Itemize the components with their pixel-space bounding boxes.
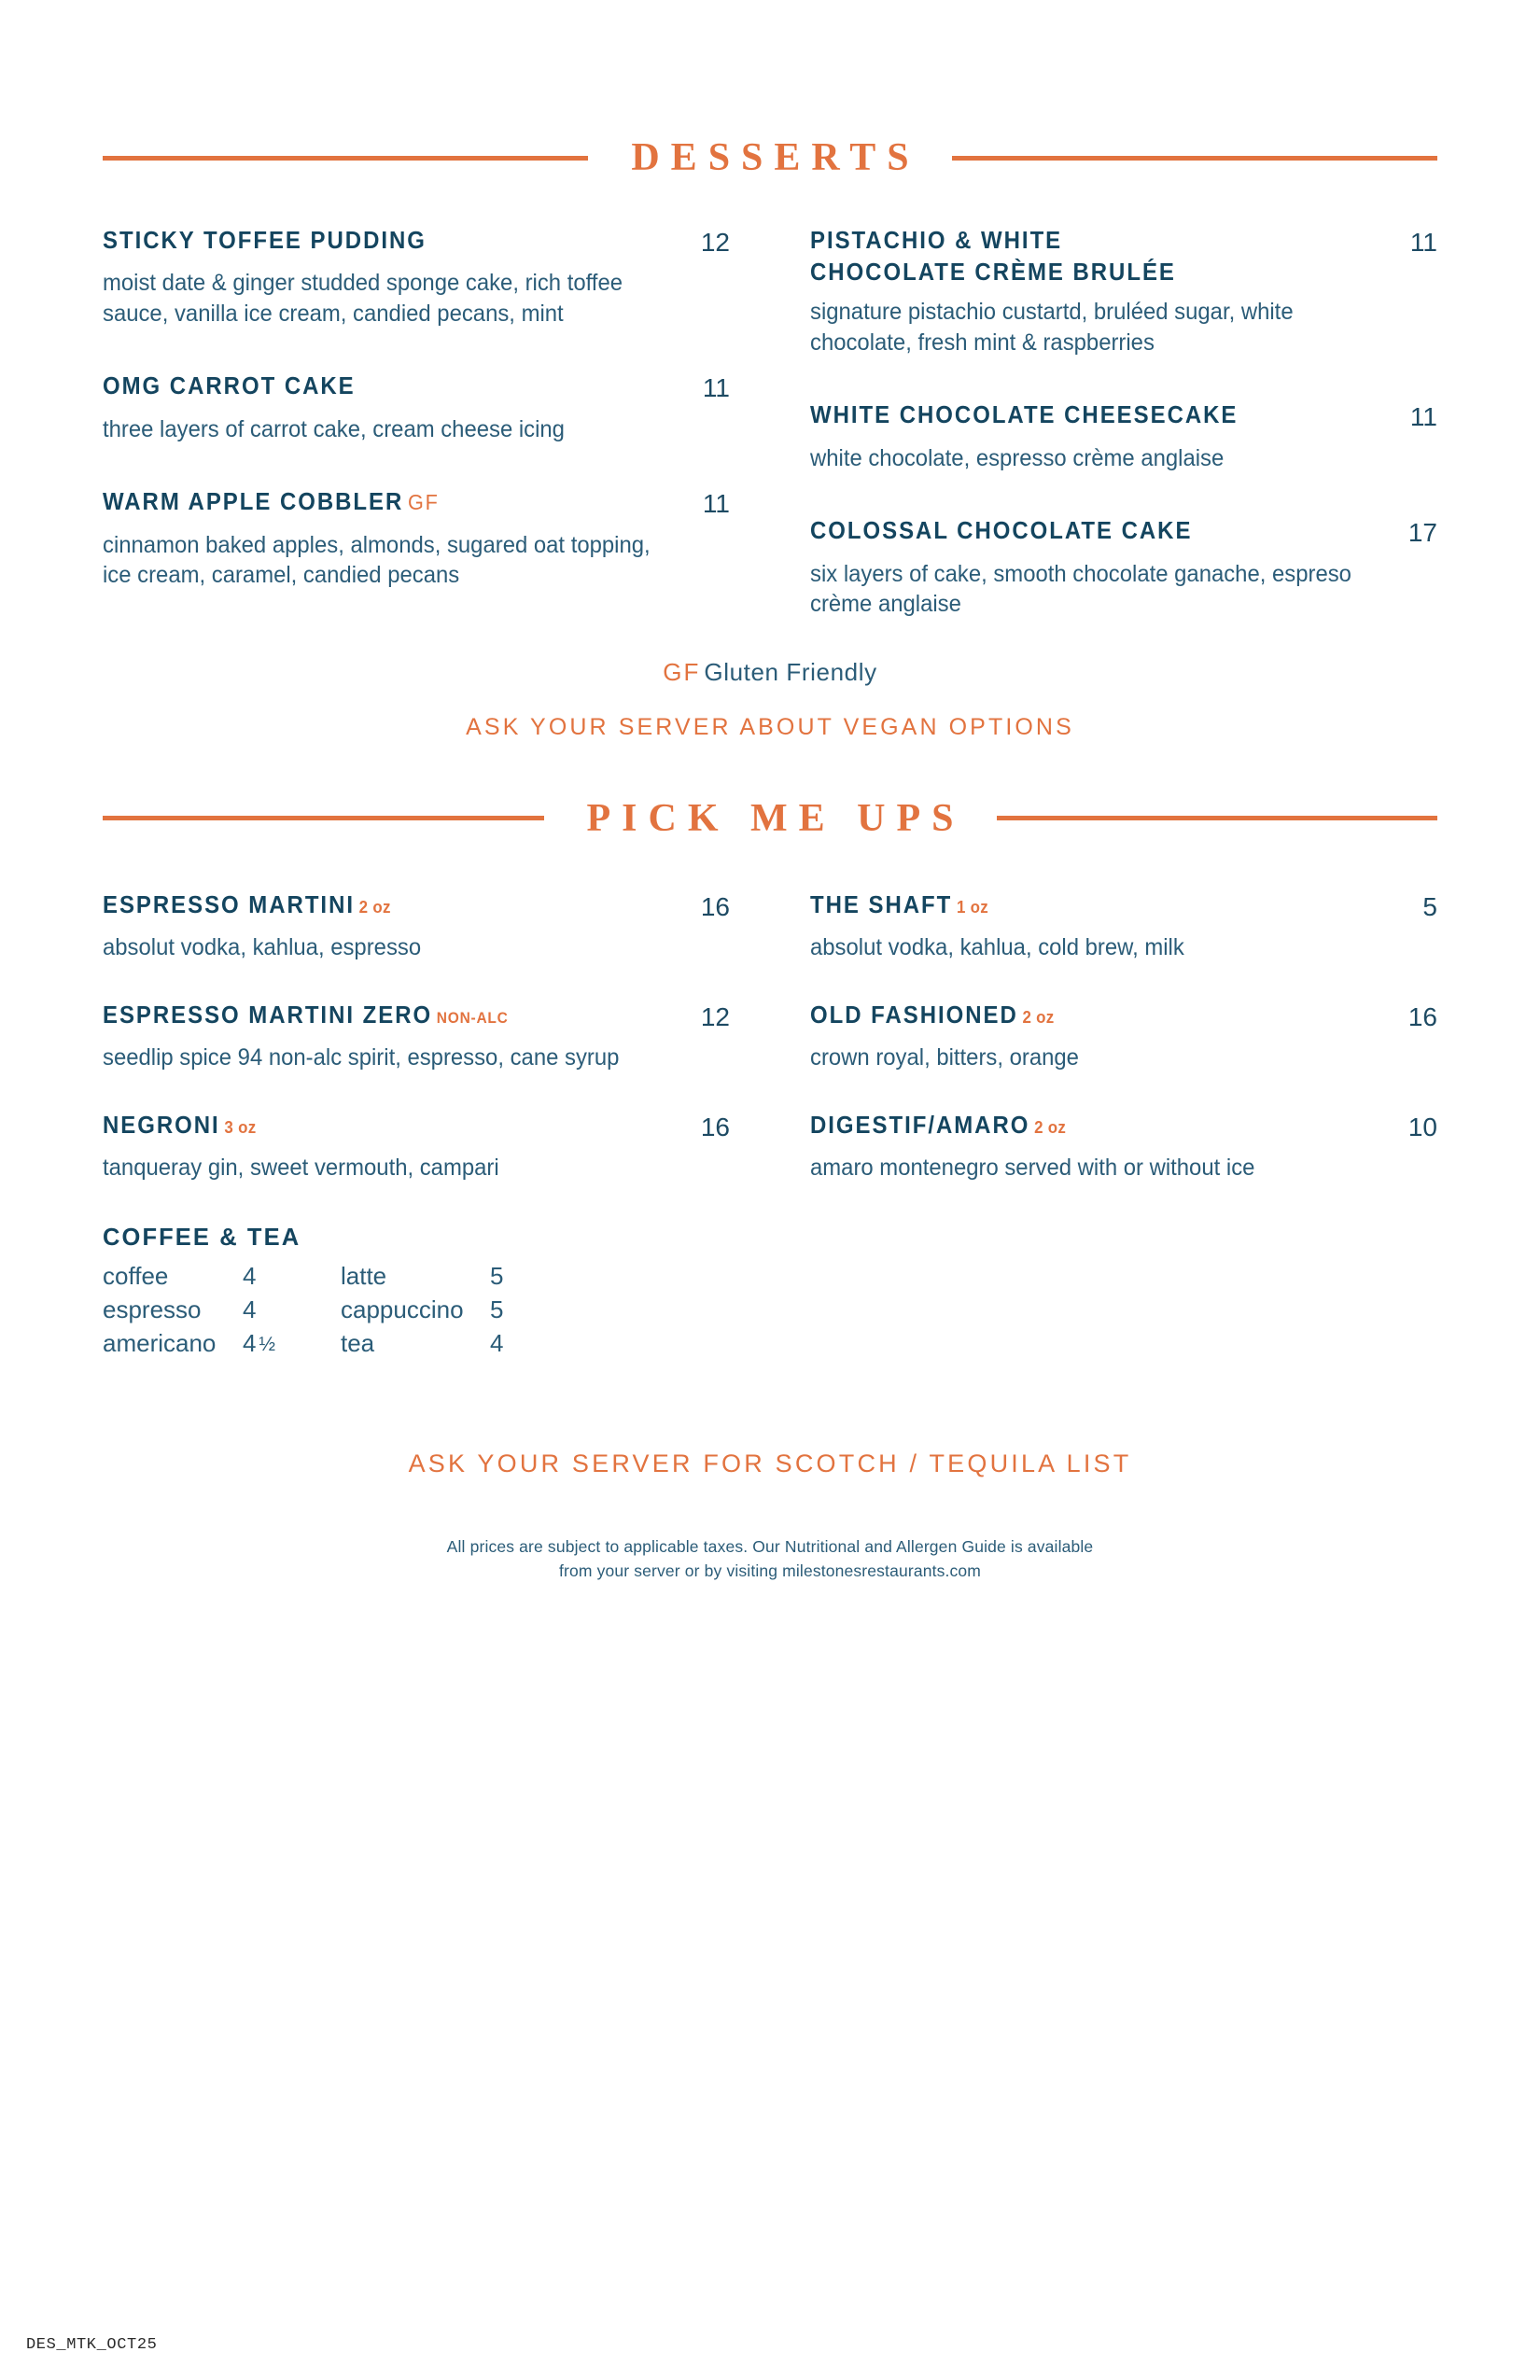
menu-item-name: ESPRESSO MARTINI ZERO NON-ALC <box>103 1001 509 1029</box>
menu-item-name: STICKY TOFFEE PUDDING <box>103 228 427 254</box>
coffee-tea-block <box>103 1225 730 1358</box>
menu-item-description: white chocolate, espresso crème anglaise <box>810 444 1225 471</box>
menu-item-name: DIGESTIF/AMARO 2 oz <box>810 1112 1067 1139</box>
coffee-tea-item-name: tea <box>341 1328 375 1357</box>
coffee-tea-item-price: 4 <box>243 1261 257 1290</box>
desserts-column-right <box>810 226 1437 623</box>
menu-item-description: six layers of cake, smooth chocolate ganache, espreso crème anglaise <box>810 560 1351 618</box>
menu-item-description: absolut vodka, kahlua, espresso <box>103 934 422 961</box>
menu-item-description: three layers of carrot cake, cream cheese icing <box>103 415 565 442</box>
menu-item-price: 12 <box>700 228 730 257</box>
menu-item-price: 11 <box>702 489 730 519</box>
menu-item-header <box>103 226 730 259</box>
menu-item-price: 11 <box>702 373 730 403</box>
menu-item-header <box>103 890 730 924</box>
menu-item-header <box>810 400 1437 434</box>
header-rule-left <box>103 156 588 161</box>
non-alcoholic-tag: NON-ALC <box>436 1009 509 1027</box>
menu-item-name: OLD FASHIONED 2 oz <box>810 1001 1055 1029</box>
menu-item-description: tanqueray gin, sweet vermouth, campari <box>103 1155 499 1182</box>
header-rule-right <box>997 816 1438 820</box>
menu-item-price: 16 <box>700 891 730 921</box>
gf-legend-label: Gluten Friendly <box>704 657 877 686</box>
menu-item-name: ESPRESSO MARTINI 2 oz <box>103 891 391 918</box>
menu-item-header <box>810 890 1437 924</box>
vegan-options-note: ASK YOUR SERVER ABOUT VEGAN OPTIONS <box>466 714 1074 741</box>
header-rule-left <box>103 816 544 820</box>
menu-item[interactable] <box>810 1111 1437 1183</box>
menu-item-name: WHITE CHOCOLATE CHEESECAKE <box>810 402 1239 429</box>
menu-item-header <box>103 1001 730 1034</box>
menu-item-header <box>103 487 730 521</box>
menu-item-header <box>103 371 730 405</box>
menu-item-price: 16 <box>700 1112 730 1141</box>
coffee-tea-table <box>103 1262 663 1358</box>
header-rule-right <box>952 156 1437 161</box>
menu-item[interactable] <box>103 1111 730 1183</box>
menu-item-header <box>810 226 1437 288</box>
coffee-tea-item-price: 4 <box>490 1328 504 1357</box>
menu-item[interactable] <box>810 516 1437 619</box>
menu-item-price: 17 <box>1407 518 1437 548</box>
menu-item[interactable] <box>810 400 1437 473</box>
menu-item-header <box>810 1111 1437 1144</box>
gluten-friendly-legend <box>103 657 1437 689</box>
menu-item-price: 11 <box>1409 402 1437 432</box>
menu-item[interactable] <box>810 226 1437 357</box>
disclaimer-line-1: All prices are subject to applicable taxes. Our Nutritional and Allergen Guide is available <box>446 1536 1094 1556</box>
menu-item-description: absolut vodka, kahlua, cold brew, milk <box>810 934 1184 961</box>
menu-item-header <box>103 1111 730 1144</box>
pour-size-tag: 1 oz <box>956 897 989 917</box>
menu-item-name: WARM APPLE COBBLER GF <box>103 489 440 516</box>
desserts-column-left <box>103 226 730 623</box>
document-code: DES_MTK_OCT25 <box>26 2336 158 2354</box>
menu-item-price: 16 <box>1407 1001 1437 1031</box>
menu-item-name: COLOSSAL CHOCOLATE CAKE <box>810 518 1193 545</box>
gf-mark: GF <box>663 657 701 686</box>
pour-size-tag: 2 oz <box>358 897 391 917</box>
pour-size-tag: 2 oz <box>1034 1117 1067 1137</box>
desserts-grid <box>103 226 1437 623</box>
drinks-column-left <box>103 890 730 1358</box>
menu-item-header <box>810 516 1437 550</box>
menu-item[interactable] <box>810 1001 1437 1073</box>
menu-item-description: cinnamon baked apples, almonds, sugared oat topping, ice cream, caramel, candied pecans <box>103 531 651 589</box>
coffee-tea-item-price: 4 ½ <box>243 1328 275 1357</box>
coffee-tea-item-name: espresso <box>103 1295 202 1323</box>
section-header-pick-me-ups <box>103 796 1437 840</box>
menu-item-description: moist date & ginger studded sponge cake, rich toffee sauce, vanilla ice cream, candied pecans, mint <box>103 270 623 327</box>
coffee-tea-item-price: 5 <box>490 1261 504 1290</box>
menu-item-description: crown royal, bitters, orange <box>810 1044 1079 1071</box>
coffee-tea-item-price: 5 <box>490 1295 504 1323</box>
menu-item-price: 5 <box>1422 891 1437 921</box>
pour-size-tag: 3 oz <box>224 1117 257 1137</box>
price-fraction: ½ <box>259 1333 275 1355</box>
coffee-tea-item-name: coffee <box>103 1261 169 1290</box>
coffee-tea-item-name: americano <box>103 1328 217 1357</box>
menu-item[interactable] <box>810 890 1437 963</box>
menu-item[interactable] <box>103 487 730 590</box>
menu-item-name: NEGRONI 3 oz <box>103 1112 257 1139</box>
menu-item[interactable] <box>103 226 730 329</box>
disclaimer-line-2: from your server or by visiting milestonesrestaurants.com <box>558 1561 982 1581</box>
pick-me-ups-grid <box>103 890 1437 1358</box>
menu-item-price: 12 <box>700 1001 730 1031</box>
menu-item-header <box>810 1001 1437 1034</box>
menu-item[interactable] <box>103 371 730 444</box>
menu-item-description: seedlip spice 94 non-alc spirit, espresso, cane syrup <box>103 1044 620 1071</box>
disclaimer <box>103 1534 1437 1584</box>
section-title: DESSERTS <box>631 136 920 179</box>
menu-item-name: THE SHAFT 1 oz <box>810 891 989 918</box>
drinks-column-right <box>810 890 1437 1358</box>
menu-item[interactable] <box>103 890 730 963</box>
menu-item-price: 11 <box>1409 228 1437 257</box>
section-header-desserts <box>103 138 1437 177</box>
coffee-tea-item-name: latte <box>341 1261 387 1290</box>
coffee-tea-title: COFFEE & TEA <box>103 1224 301 1251</box>
section-title: PICK ME UPS <box>586 796 965 840</box>
menu-item[interactable] <box>103 1001 730 1073</box>
gluten-friendly-tag: GF <box>407 490 440 515</box>
menu-item-description: amaro montenegro served with or without ice <box>810 1155 1255 1182</box>
menu-item-name: OMG CARROT CAKE <box>103 373 356 400</box>
scotch-tequila-note: ASK YOUR SERVER FOR SCOTCH / TEQUILA LIST <box>408 1449 1132 1477</box>
menu-item-name: PISTACHIO & WHITE CHOCOLATE CRÈME BRULÉE <box>810 228 1176 286</box>
coffee-tea-item-name: cappuccino <box>341 1295 464 1323</box>
coffee-tea-item-price: 4 <box>243 1295 257 1323</box>
menu-item-price: 10 <box>1407 1112 1437 1141</box>
menu-item-description: signature pistachio custartd, bruléed sugar, white chocolate, fresh mint & raspberries <box>810 299 1294 356</box>
pour-size-tag: 2 oz <box>1022 1007 1055 1027</box>
